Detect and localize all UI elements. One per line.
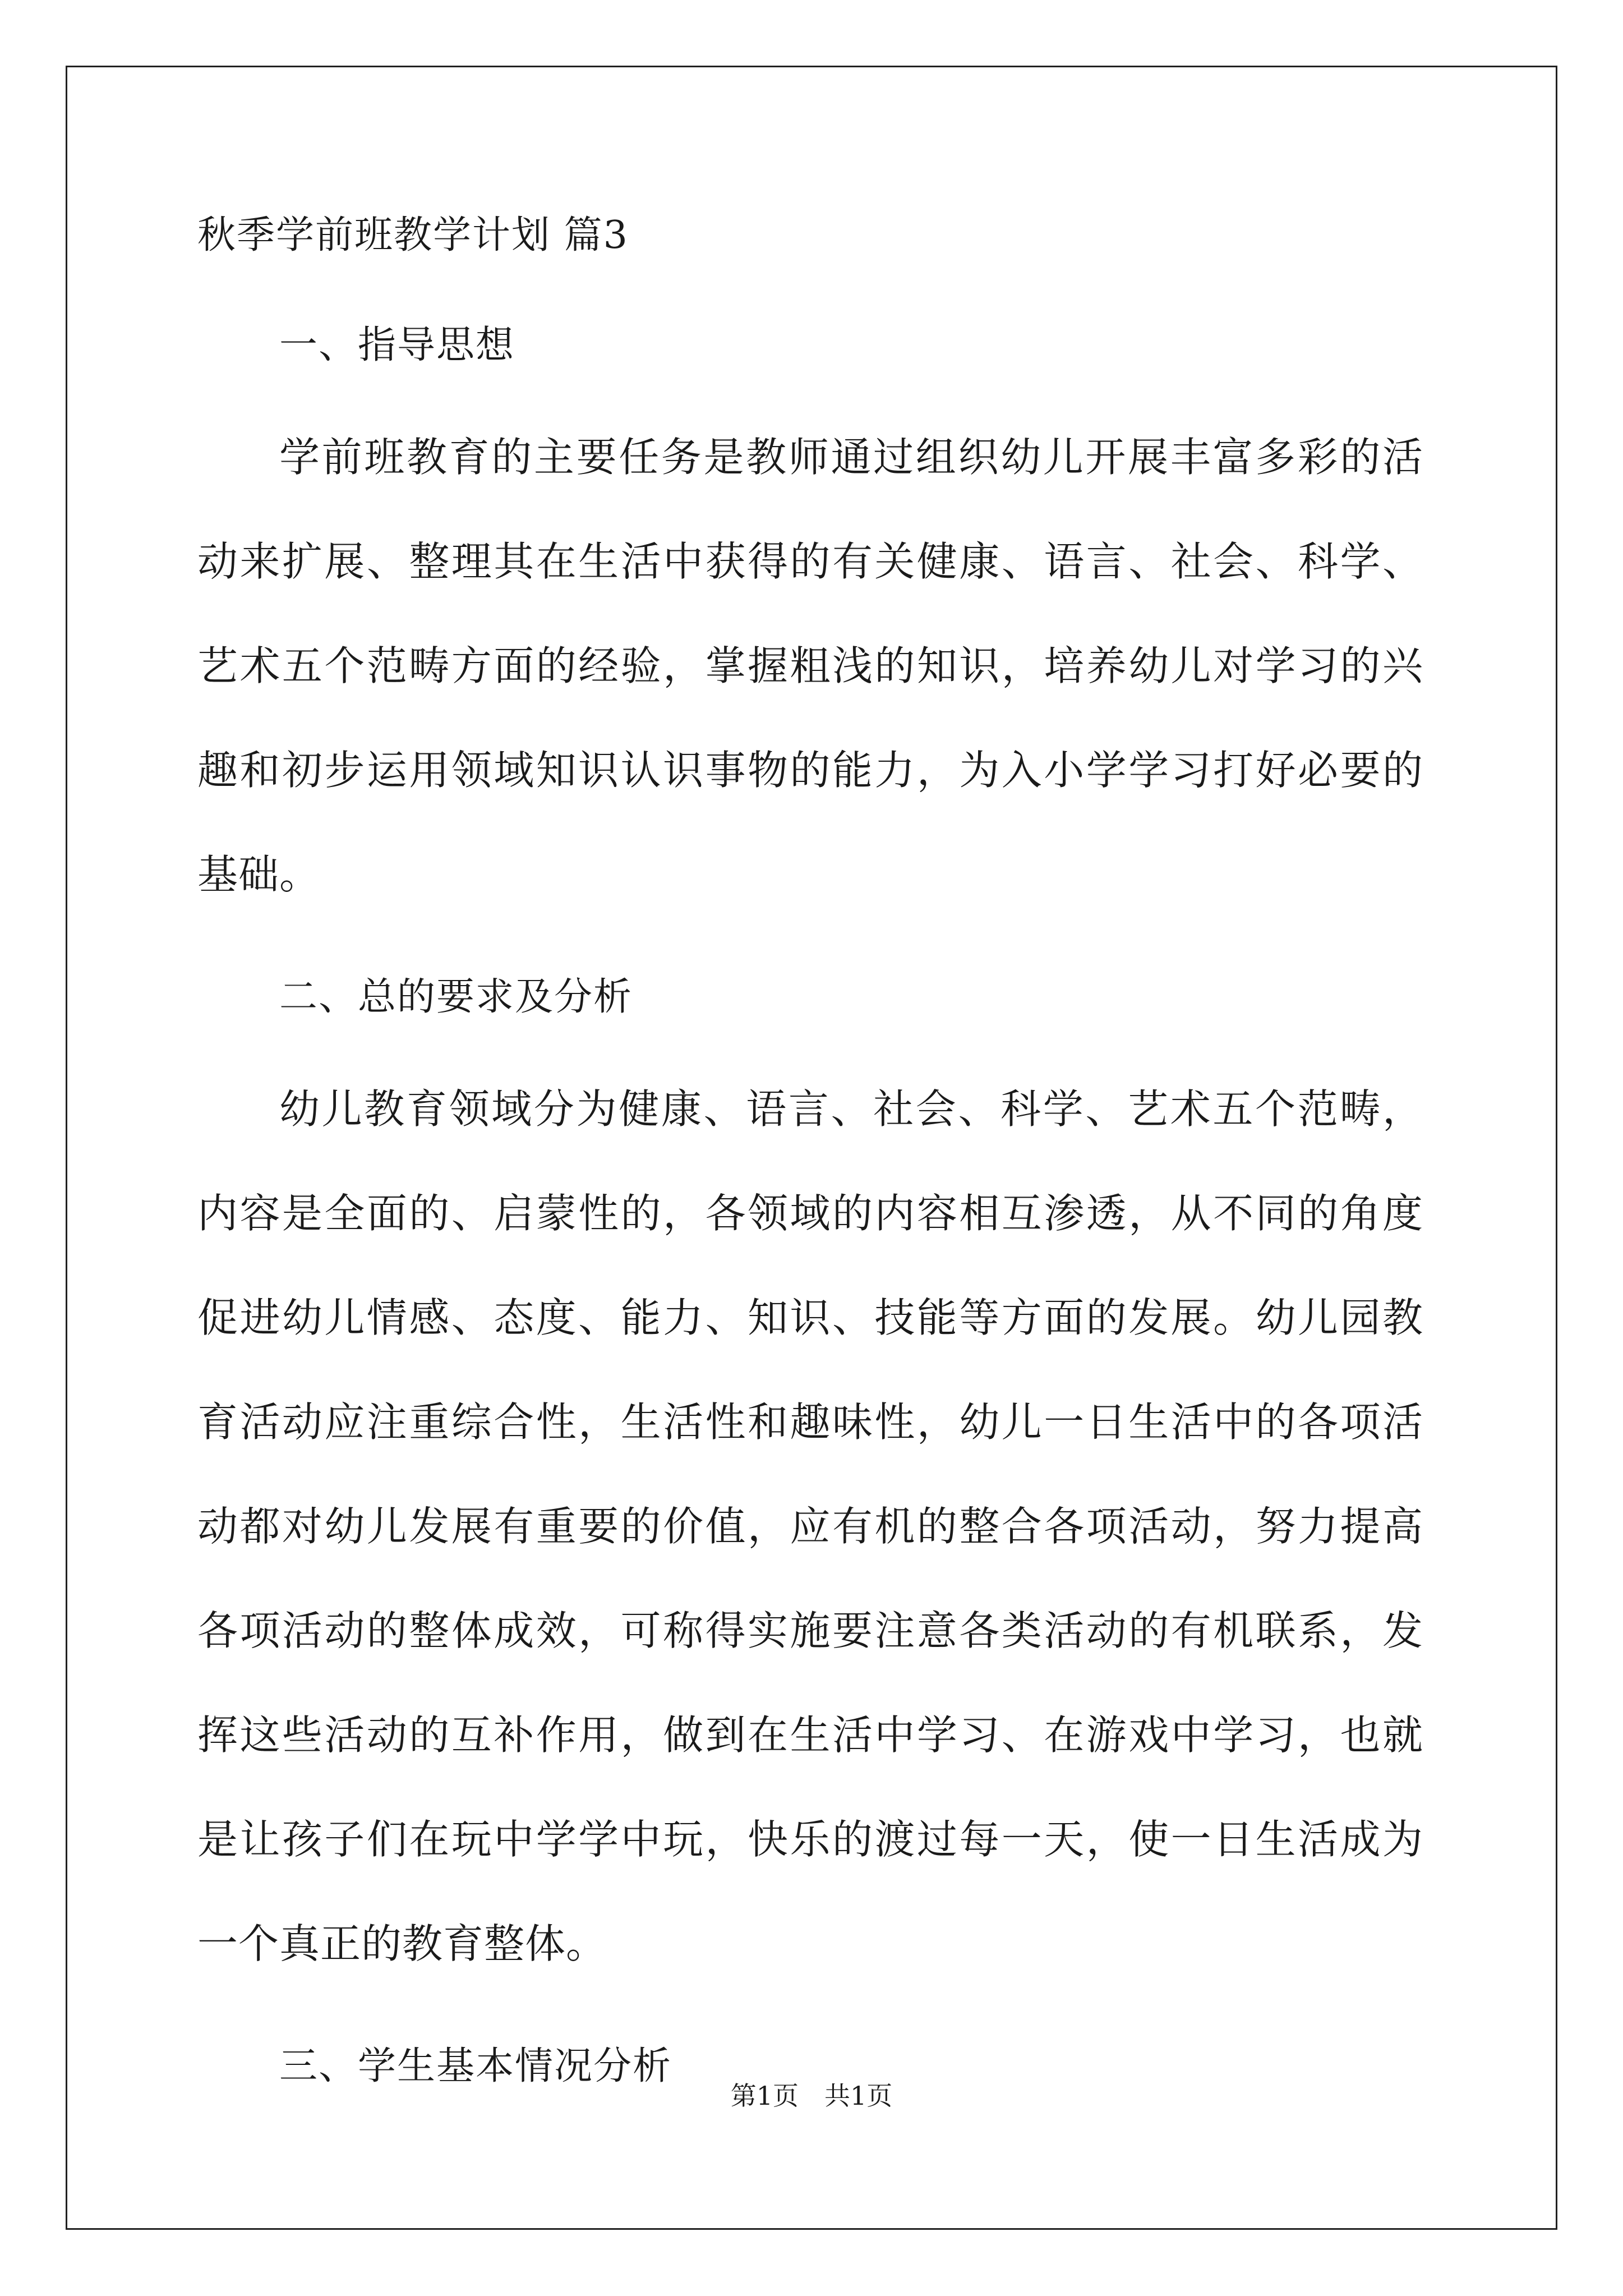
document-title: 秋季学前班教学计划 篇3 xyxy=(197,213,629,257)
document-body xyxy=(197,209,1423,2150)
page-footer: 第1页 共1页 xyxy=(730,2081,893,2111)
section-heading-guiding-ideology: 一、指导思想 xyxy=(279,323,515,367)
section-heading-requirements: 二、总的要求及分析 xyxy=(279,975,633,1019)
section-heading-student-analysis: 三、学生基本情况分析 xyxy=(279,2044,672,2088)
paragraph-requirements: 幼儿教育领域分为健康、语言、社会、科学、艺术五个范畴，内容是全面的、启蒙性的，各领域的内容相互渗透，从不同的角度促进幼儿情感、态度、能力、知识、技能等方面的发展。幼儿园教育活动应注重综合性，生活性和趣味性，幼儿一日生活中的各项活动都对幼儿发展有重要的价值，应有机的整合各项活动，努力提高各项活动的整体成效，可称得实施要注意各类活动的有机联系，发挥这些活动的互补作用，做到在生活中学习、在游戏中学习，也就是让孩子们在玩中学学中玩，快乐的渡过每一天，使一日生活成为一个真正的教育整体。 xyxy=(197,1085,1423,1967)
paragraph-guiding-ideology: 学前班教育的主要任务是教师通过组织幼儿开展丰富多彩的活动来扩展、整理其在生活中获得的有关健康、语言、社会、科学、艺术五个范畴方面的经验，掌握粗浅的知识，培养幼儿对学习的兴趣和初步运用领域知识认识事物的能力，为入小学学习打好必要的基础。 xyxy=(197,434,1423,898)
